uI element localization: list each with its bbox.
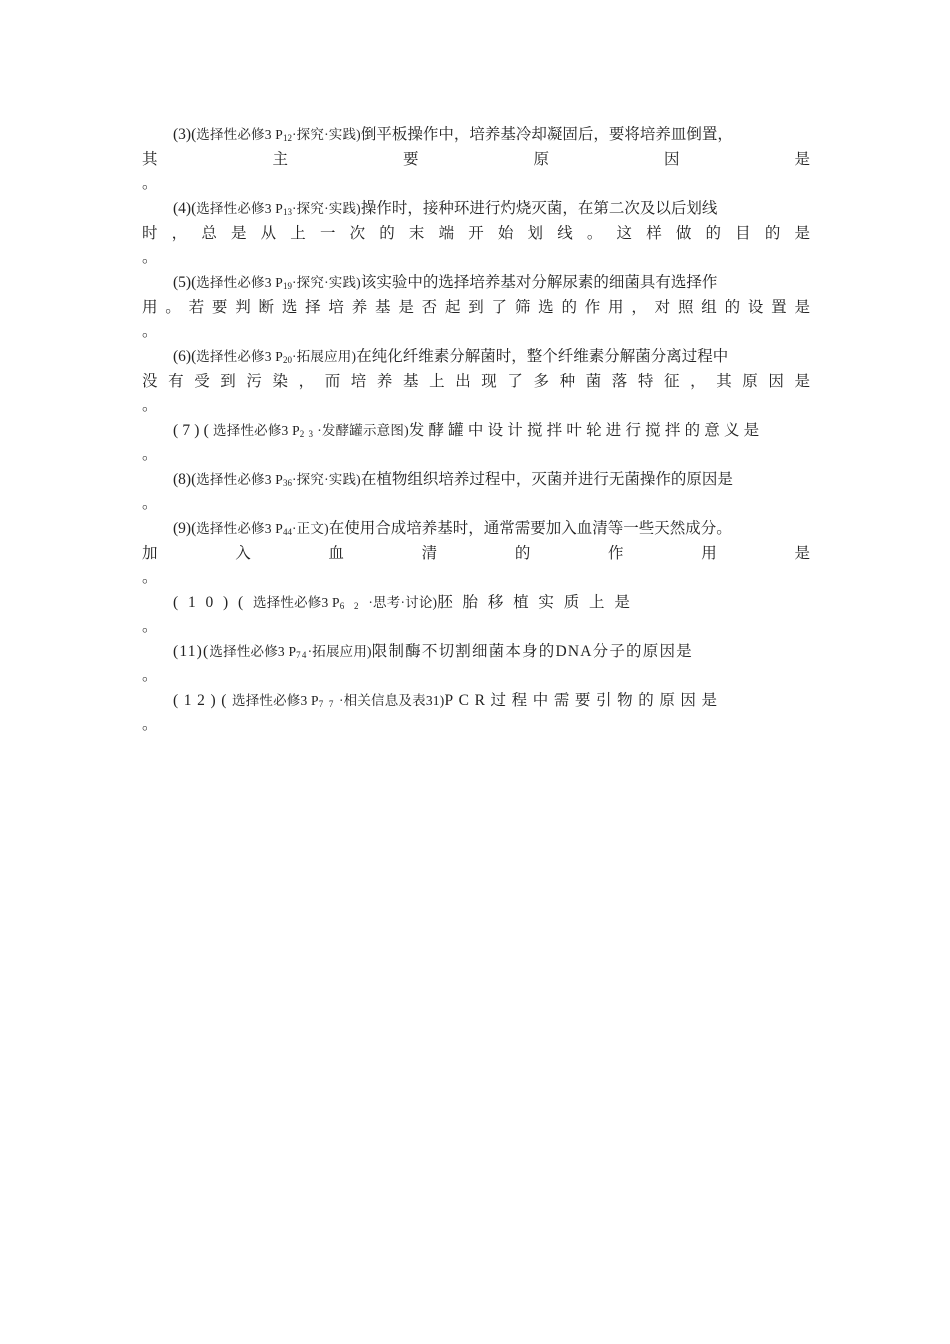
- question-number: (11)(: [173, 643, 210, 660]
- question-6: [142, 344, 810, 418]
- reference-section: ·发酵罐示意图): [317, 423, 409, 438]
- textbook-reference: 选择性必修3 P: [213, 423, 300, 438]
- textbook-reference: 选择性必修3 P: [253, 595, 340, 610]
- page-number: 77: [318, 699, 339, 709]
- reference-section: ·探究·实践): [291, 127, 361, 142]
- question-text: 在纯化纤维素分解菌时，整个纤维素分解菌分离过程中: [356, 348, 729, 365]
- question-number: (9)(: [173, 520, 197, 537]
- page-number: 62: [339, 601, 369, 611]
- reference-section: ·相关信息及表31): [338, 693, 445, 708]
- reference-section: ·正文): [291, 521, 329, 536]
- question-text-continued: 时，总是从上一次的末端开始划线。这样做的目的是: [142, 225, 810, 242]
- question-3: [142, 122, 810, 196]
- question-12: [142, 688, 810, 737]
- question-text: 在植物组织培养过程中，灭菌并进行无菌操作的原因是: [360, 471, 733, 488]
- answer-blank-end: 。: [142, 716, 158, 733]
- question-text: 该实验中的选择培养基对分解尿素的细菌具有选择作: [360, 274, 718, 291]
- reference-section: ·探究·实践): [291, 275, 361, 290]
- textbook-reference: 选择性必修3 P: [232, 693, 319, 708]
- question-number: (3)(: [173, 126, 197, 143]
- question-number: (12)(: [173, 692, 232, 709]
- page-number: 44: [282, 527, 292, 537]
- question-number: (6)(: [173, 348, 197, 365]
- textbook-reference: 选择性必修3 P: [196, 349, 283, 364]
- answer-blank-end: 。: [142, 323, 158, 340]
- textbook-reference: 选择性必修3 P: [196, 521, 283, 536]
- question-text: PCR过程中需要引物的原因是: [444, 692, 723, 709]
- textbook-reference: 选择性必修3 P: [196, 127, 283, 142]
- reference-section: ·拓展应用): [291, 349, 357, 364]
- textbook-reference: 选择性必修3 P: [196, 472, 283, 487]
- answer-blank-end: 。: [142, 495, 158, 512]
- page-number: 23: [299, 429, 318, 439]
- question-8: [142, 467, 810, 516]
- question-9: [142, 516, 810, 590]
- answer-blank-end: 。: [142, 618, 158, 635]
- question-number: (5)(: [173, 274, 197, 291]
- question-text-continued: 用。若要判断选择培养基是否起到了筛选的作用，对照组的设置是: [142, 299, 810, 316]
- reference-section: ·探究·实践): [291, 201, 361, 216]
- answer-blank-end: 。: [142, 667, 158, 684]
- question-number: (8)(: [173, 471, 197, 488]
- reference-section: ·拓展应用): [307, 644, 372, 659]
- question-5: [142, 270, 810, 344]
- question-10: [142, 590, 810, 639]
- question-text: 胚胎移植实质上是: [437, 594, 640, 611]
- question-7: [142, 418, 810, 467]
- document-page: [142, 122, 810, 737]
- question-text-continued: 其主要原因是: [142, 151, 810, 168]
- reference-section: ·探究·实践): [291, 472, 361, 487]
- question-text-continued: 没有受到污染，而培养基上出现了多种菌落特征，其原因是: [142, 373, 810, 390]
- question-4: [142, 196, 810, 270]
- answer-blank-end: 。: [142, 175, 158, 192]
- textbook-reference: 选择性必修3 P: [196, 201, 283, 216]
- page-number: 19: [282, 281, 292, 291]
- page-number: 36: [282, 478, 292, 488]
- question-number: (4)(: [173, 200, 197, 217]
- question-text: 限制酶不切割细菌本身的DNA分子的原因是: [371, 643, 693, 660]
- question-11: [142, 639, 810, 688]
- page-number: 20: [282, 355, 292, 365]
- textbook-reference: 选择性必修3 P: [196, 275, 283, 290]
- reference-section: ·思考·讨论): [368, 595, 438, 610]
- answer-blank-end: 。: [142, 569, 158, 586]
- page-number: 12: [282, 133, 292, 143]
- question-number: (7)(: [173, 422, 214, 439]
- answer-blank-end: 。: [142, 249, 158, 266]
- question-text: 发酵罐中设计搅拌叶轮进行搅拌的意义是: [408, 422, 764, 439]
- textbook-reference: 选择性必修3 P: [209, 644, 297, 659]
- page-number: 74: [296, 650, 308, 660]
- page-number: 13: [282, 207, 292, 217]
- question-text: 倒平板操作中，培养基冷却凝固后，要将培养皿倒置，: [360, 126, 733, 143]
- question-text-continued: 加入血清的作用是: [142, 545, 810, 562]
- question-text: 操作时，接种环进行灼烧灭菌，在第二次及以后划线: [360, 200, 718, 217]
- question-text: 在使用合成培养基时，通常需要加入血清等一些天然成分。: [328, 520, 732, 537]
- question-number: (10)(: [173, 594, 253, 611]
- answer-blank-end: 。: [142, 397, 158, 414]
- answer-blank-end: 。: [142, 446, 158, 463]
